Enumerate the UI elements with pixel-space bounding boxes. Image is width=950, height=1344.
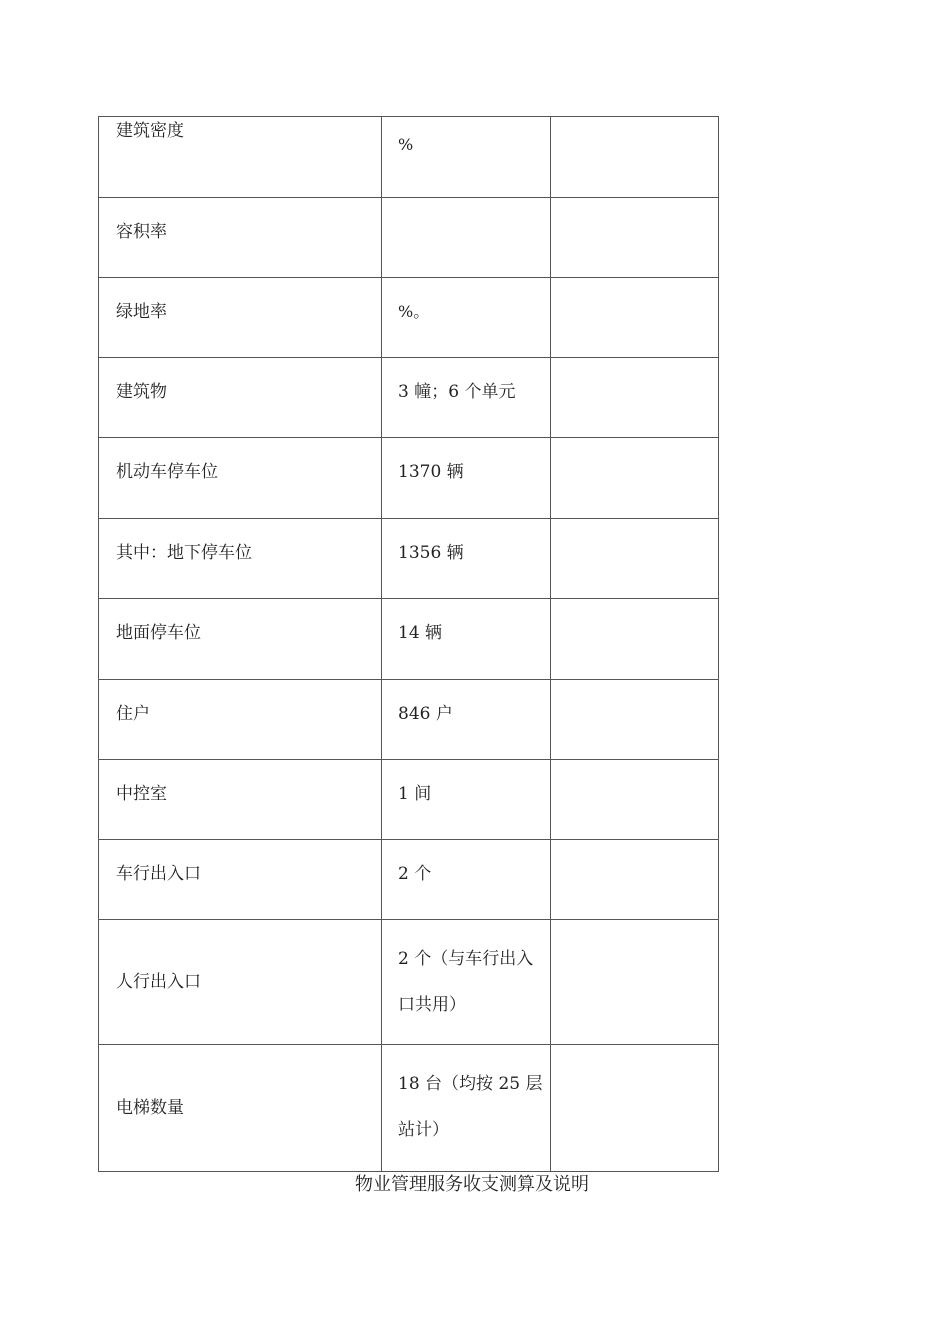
- row-value-cell: [382, 840, 551, 920]
- row-label: 建筑密度: [116, 121, 184, 141]
- table-row: [99, 358, 719, 438]
- row-value: 1356 辆: [398, 543, 464, 563]
- row-note-cell: [551, 278, 719, 358]
- row-value-cell: [382, 920, 551, 1045]
- row-note: [551, 760, 718, 782]
- row-value-cell: [382, 198, 551, 278]
- row-value: 1370 辆: [398, 462, 464, 482]
- row-value: 14 辆: [398, 623, 443, 643]
- row-label: 建筑物: [116, 382, 167, 402]
- row-note: [551, 358, 718, 380]
- row-label-cell: [99, 519, 382, 599]
- row-note-cell: [551, 1045, 719, 1172]
- row-label-cell: [99, 760, 382, 840]
- row-value: 2 个（与车行出入口共用）: [398, 949, 534, 1015]
- row-value-cell: [382, 599, 551, 680]
- row-value: [382, 198, 550, 220]
- row-label-cell: [99, 599, 382, 680]
- property-info-table: [98, 116, 719, 1172]
- row-label: 中控室: [116, 784, 167, 804]
- row-note-cell: [551, 198, 719, 278]
- row-value: 2 个: [398, 864, 432, 884]
- row-label: 车行出入口: [116, 864, 201, 884]
- row-note: [551, 1045, 718, 1061]
- row-note: [551, 680, 718, 702]
- row-label-cell: [99, 438, 382, 519]
- row-note: [551, 198, 718, 220]
- table-row: [99, 920, 719, 1045]
- row-label-cell: [99, 680, 382, 760]
- row-label-cell: [99, 278, 382, 358]
- row-label: 住户: [116, 704, 150, 724]
- row-value: 3 幢；6 个单元: [398, 382, 516, 402]
- row-note-cell: [551, 117, 719, 198]
- row-value-cell: [382, 278, 551, 358]
- table-row: [99, 117, 719, 198]
- row-label: 电梯数量: [116, 1098, 184, 1118]
- row-label-cell: [99, 840, 382, 920]
- table-row: [99, 1045, 719, 1172]
- table-row: [99, 278, 719, 358]
- row-value: 1 间: [398, 784, 432, 804]
- row-label: 其中：地下停车位: [116, 543, 252, 563]
- row-note: [551, 840, 718, 862]
- row-label-cell: [99, 198, 382, 278]
- row-label: 地面停车位: [116, 623, 201, 643]
- row-label: 绿地率: [116, 302, 167, 322]
- row-note-cell: [551, 680, 719, 760]
- row-note: [551, 278, 718, 300]
- row-note: [551, 438, 718, 460]
- row-label: 容积率: [116, 222, 167, 242]
- row-note-cell: [551, 599, 719, 680]
- table-row: [99, 438, 719, 519]
- table-row: [99, 519, 719, 599]
- row-label-cell: [99, 358, 382, 438]
- row-note-cell: [551, 920, 719, 1045]
- table-row: [99, 760, 719, 840]
- row-value-cell: [382, 1045, 551, 1172]
- row-value: %。: [398, 302, 430, 321]
- section-caption: 物业管理服务收支测算及说明: [355, 1174, 589, 1195]
- row-value-cell: [382, 760, 551, 840]
- row-note-cell: [551, 760, 719, 840]
- table-row: [99, 840, 719, 920]
- row-value-cell: [382, 117, 551, 198]
- row-note-cell: [551, 840, 719, 920]
- row-label-cell: [99, 920, 382, 1045]
- table-row: [99, 198, 719, 278]
- row-label-cell: [99, 117, 382, 198]
- row-value-cell: [382, 438, 551, 519]
- row-note-cell: [551, 358, 719, 438]
- table-row: [99, 680, 719, 760]
- row-note: [551, 117, 718, 133]
- row-note: [551, 920, 718, 936]
- row-label: 机动车停车位: [116, 462, 218, 482]
- row-value-cell: [382, 519, 551, 599]
- row-value-cell: [382, 358, 551, 438]
- row-value: %: [398, 135, 414, 154]
- row-note-cell: [551, 438, 719, 519]
- row-value: 18 台（均按 25 层站计）: [398, 1074, 543, 1140]
- table-row: [99, 599, 719, 680]
- row-label: 人行出入口: [116, 972, 201, 992]
- row-note-cell: [551, 519, 719, 599]
- row-label-cell: [99, 1045, 382, 1172]
- row-value: 846 户: [398, 704, 453, 724]
- row-note: [551, 519, 718, 541]
- row-note: [551, 599, 718, 621]
- row-value-cell: [382, 680, 551, 760]
